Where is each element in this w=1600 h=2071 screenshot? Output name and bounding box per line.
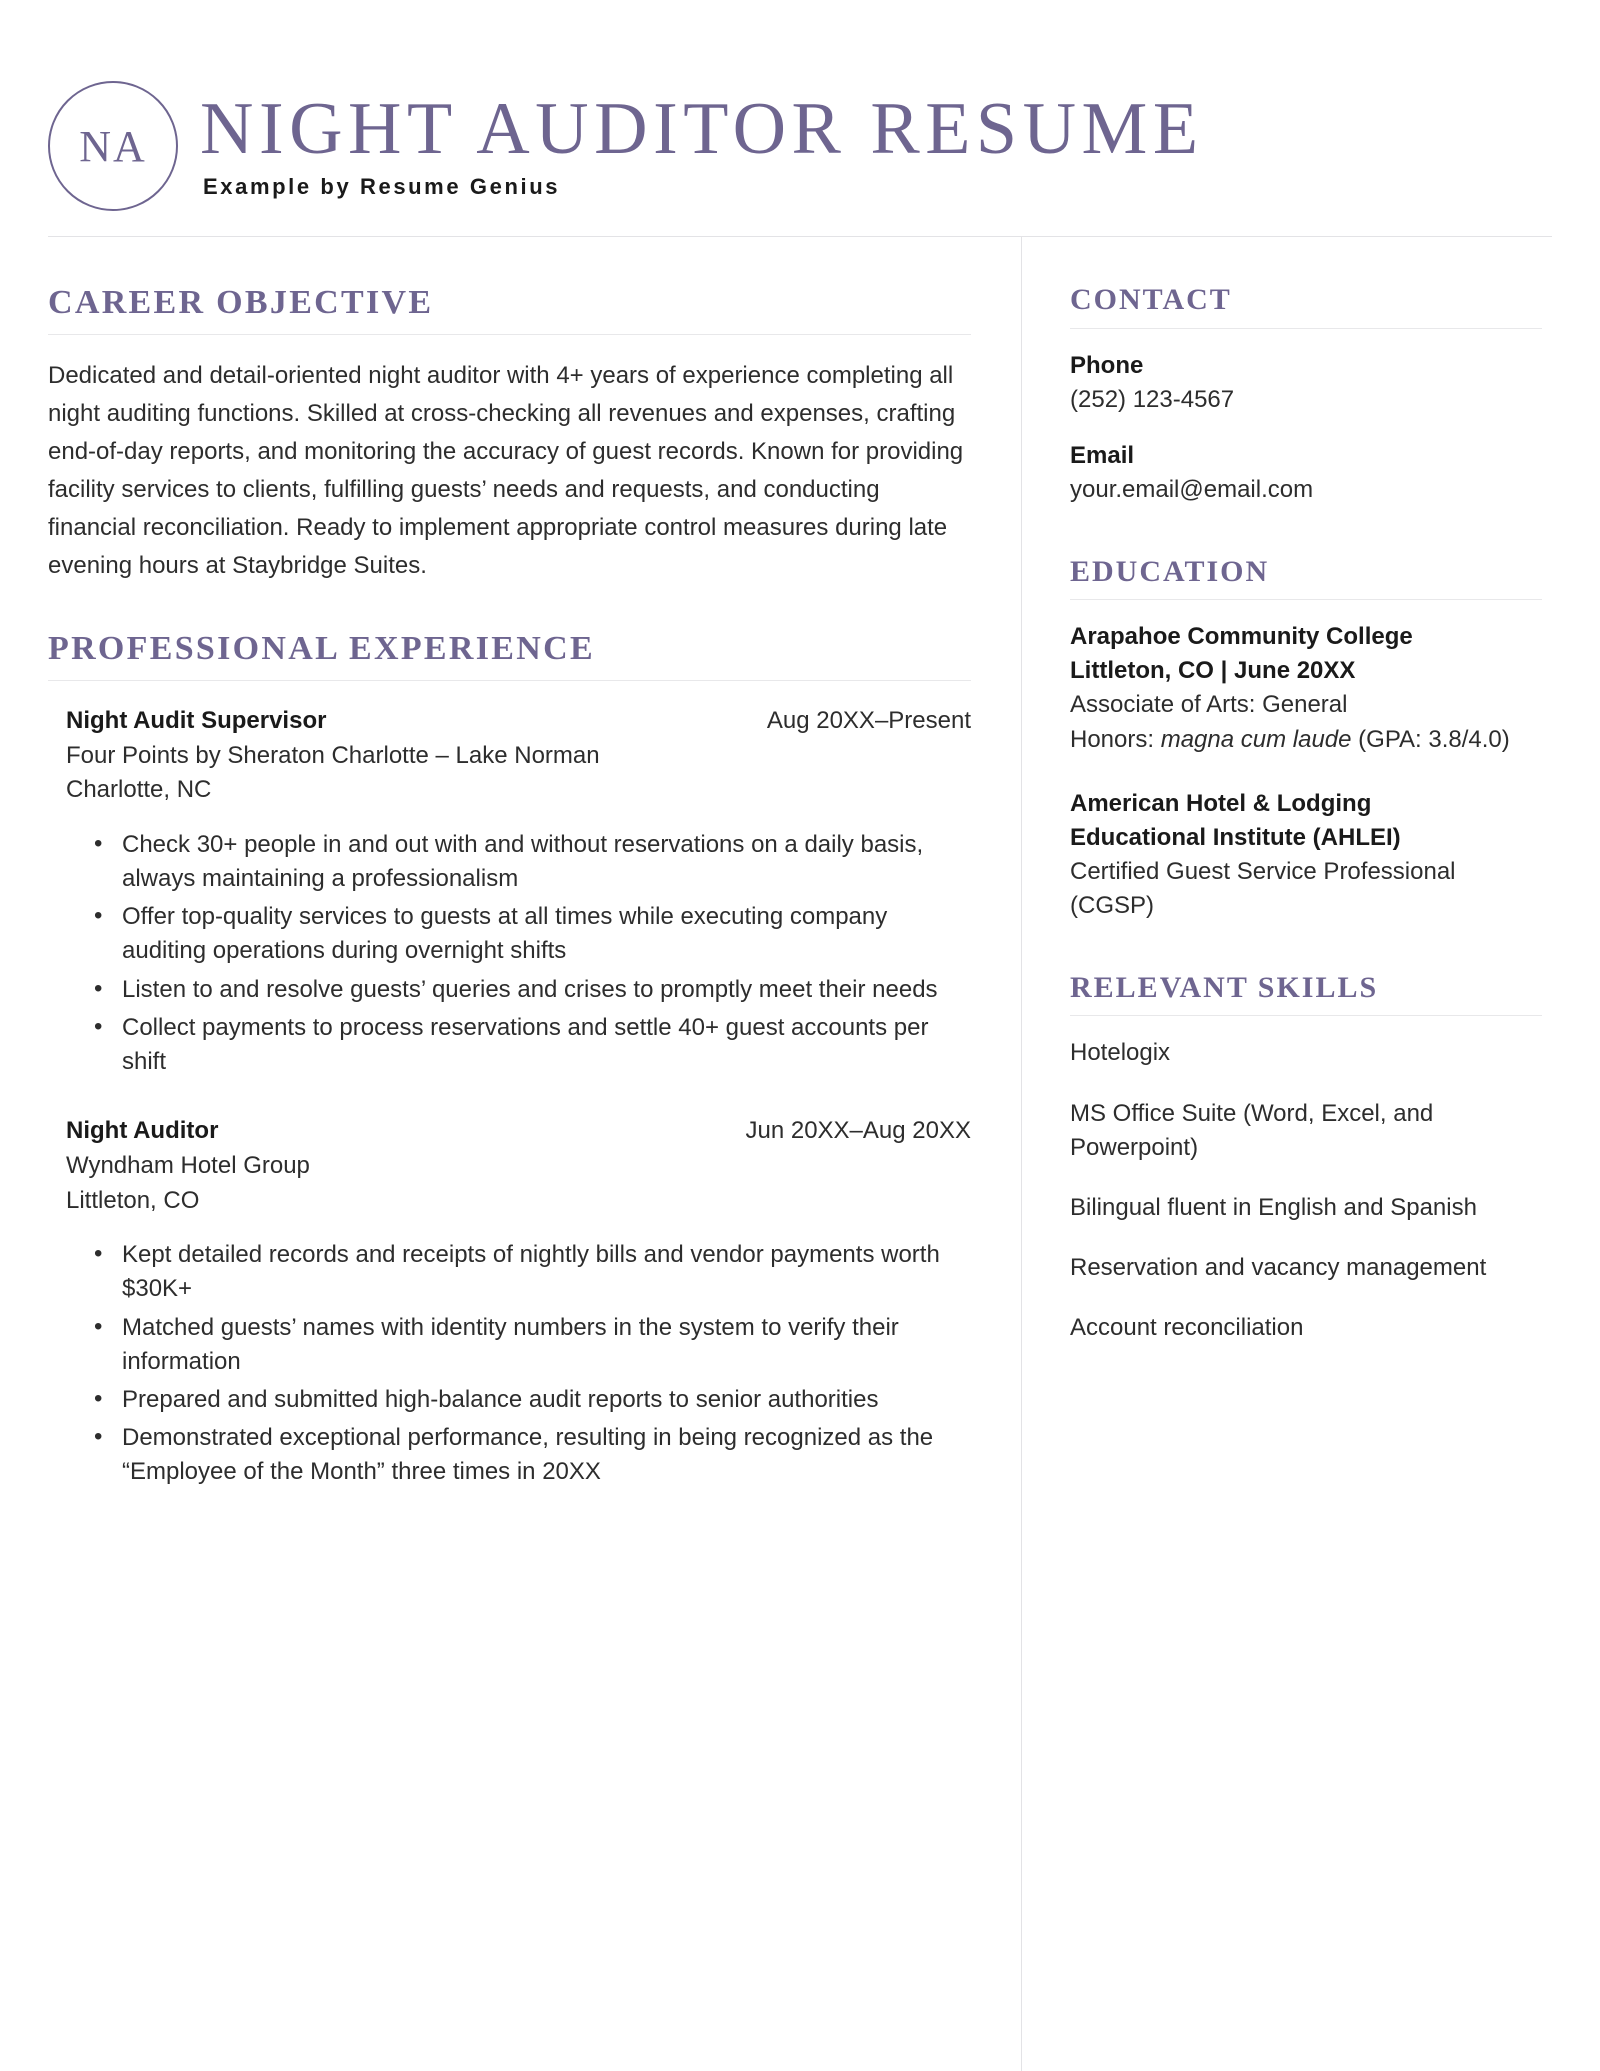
resume-body — [0, 237, 1600, 2071]
job-bullet: • Matched guests’ names with identity numbers in the system to verify their information — [70, 1311, 971, 1379]
education-entry — [1070, 620, 1542, 756]
education-divider — [1070, 599, 1542, 600]
skill-item: Bilingual fluent in English and Spanish — [1070, 1193, 1477, 1221]
education-school-meta: Littleton, CO | June 20XX — [1070, 657, 1356, 685]
education-school: Arapahoe Community College — [1070, 623, 1413, 651]
job-bullet-list — [48, 828, 971, 1079]
skills-list — [1070, 1036, 1542, 1344]
section-relevant-skills — [1070, 971, 1542, 1345]
job-entry — [48, 1113, 971, 1489]
sidebar-column — [1022, 237, 1600, 2071]
contact-label: Email — [1070, 441, 1135, 469]
education-degree: Associate of Arts: General — [1070, 691, 1348, 719]
job-entry — [48, 703, 971, 1079]
monogram-badge — [48, 81, 178, 211]
job-bullet-list — [48, 1238, 971, 1489]
skill-item: MS Office Suite (Word, Excel, and Powerpoint) — [1070, 1099, 1434, 1161]
job-bullet: • Offer top-quality services to guests at all times while executing company auditing operations during overnight shifts — [70, 900, 971, 968]
education-entry — [1070, 787, 1542, 923]
job-bullet: • Demonstrated exceptional performance, resulting in being recognized as the “Employee of the Month” three times in 20XX — [70, 1421, 971, 1489]
contact-label: Phone — [1070, 351, 1144, 379]
section-education — [1070, 555, 1542, 923]
skill-item: Account reconciliation — [1070, 1313, 1304, 1341]
job-title: Night Audit Supervisor — [66, 706, 327, 734]
honors-gpa: (GPA: 3.8/4.0) — [1351, 725, 1510, 753]
honors-latin: magna cum laude — [1160, 725, 1352, 753]
job-bullet: • Collect payments to process reservations and settle 40+ guest accounts per shift — [70, 1011, 971, 1079]
skills-divider — [1070, 1015, 1542, 1016]
education-heading: EDUCATION — [1070, 554, 1270, 588]
job-bullet: • Listen to and resolve guests’ queries and crises to promptly meet their needs — [70, 973, 971, 1007]
page-subtitle: Example by Resume Genius — [203, 173, 561, 199]
header-titles — [200, 88, 1540, 199]
skill-item: Reservation and vacancy management — [1070, 1253, 1487, 1281]
page-title: NIGHT AUDITOR RESUME — [200, 88, 1204, 171]
skills-heading: RELEVANT SKILLS — [1070, 970, 1379, 1004]
monogram-initials: NA — [79, 121, 147, 171]
job-bullet: • Prepared and submitted high-balance audit reports to senior authorities — [70, 1383, 971, 1417]
section-contact — [1070, 283, 1542, 507]
main-column — [0, 237, 1022, 2071]
education-honors — [1070, 723, 1542, 757]
contact-heading: CONTACT — [1070, 283, 1232, 316]
job-location: Charlotte, NC — [66, 776, 212, 804]
career-objective-heading: CAREER OBJECTIVE — [48, 284, 434, 321]
contact-value-phone[interactable]: (252) 123-4567 — [1070, 385, 1235, 413]
job-dates: Aug 20XX–Present — [766, 706, 971, 734]
education-school-meta: Educational Institute (AHLEI) — [1070, 823, 1401, 851]
job-header — [48, 703, 971, 739]
job-header — [48, 1113, 971, 1149]
contact-divider — [1070, 328, 1542, 329]
career-objective-text: Dedicated and detail-oriented night auditor with 4+ years of experience completing all night auditing functions. Skilled at cross-checking all revenues and expenses, crafting end-of-day reports, and monitoring the accuracy of guest records. Known for providing facility services to clients, fulfilling guests’ needs and requests, and conducting financial reconciliation. Ready to implement appropriate control measures during late evening hours at Staybridge Suites. — [48, 362, 964, 579]
career-objective-divider — [48, 334, 971, 335]
skill-item: Hotelogix — [1070, 1039, 1171, 1067]
contact-value-email[interactable]: your.email@email.com — [1070, 475, 1314, 503]
job-bullet: • Check 30+ people in and out with and without reservations on a daily basis, always maintaining a professionalism — [70, 828, 971, 896]
job-title: Night Auditor — [66, 1116, 219, 1144]
section-career-objective — [48, 283, 971, 585]
job-company: Four Points by Sheraton Charlotte – Lake Norman — [66, 741, 600, 769]
experience-divider — [48, 680, 971, 681]
education-degree: Certified Guest Service Professional (CGSP) — [1070, 857, 1456, 919]
education-school: American Hotel & Lodging — [1070, 789, 1372, 817]
contact-item-phone — [1070, 349, 1542, 417]
contact-item-email — [1070, 439, 1542, 507]
resume-header — [0, 0, 1600, 236]
section-professional-experience — [48, 629, 971, 1489]
job-dates: Jun 20XX–Aug 20XX — [745, 1116, 971, 1144]
job-bullet: • Kept detailed records and receipts of nightly bills and vendor payments worth $30K+ — [70, 1238, 971, 1306]
job-location: Littleton, CO — [66, 1186, 200, 1214]
job-company: Wyndham Hotel Group — [66, 1151, 310, 1179]
honors-prefix: Honors: — [1070, 725, 1161, 753]
experience-heading: PROFESSIONAL EXPERIENCE — [48, 629, 595, 667]
